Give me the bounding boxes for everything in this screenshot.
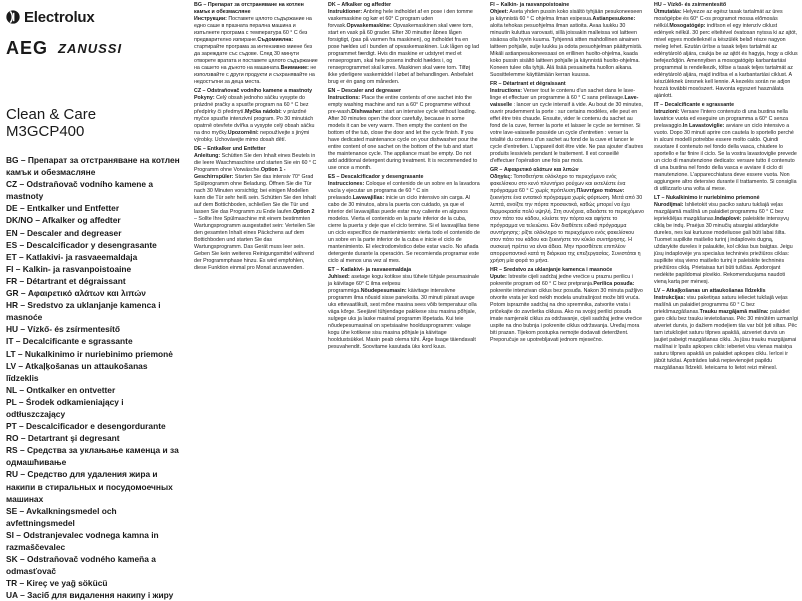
instruction-heading: Nurodijmai: — [654, 202, 684, 208]
section-title: ET – Katlakivi- ja rasvaeemaldaja — [328, 267, 412, 273]
section-title: DE – Entkalker und Entfetter — [194, 146, 266, 152]
brand-name: Electrolux — [24, 8, 95, 26]
instruction-heading: Pokyny: — [194, 95, 215, 101]
section-title: ES – Descalcificador y desengrasante — [328, 174, 424, 180]
instruction-text: Τοποθετήστε ολόκληρο το περιεχόμενο ενός φακελίσκου στο κενό πλυντήριο ρούχων και εκτελέστε ένα πρόγραμμα 60 ° C χωρίς πρόπλυση. — [490, 174, 626, 194]
instruction-heading: Dishwasher: — [351, 109, 383, 115]
instruction-text: Coloque el contenido de un sobre en la lavadora vacía y ejecutar un programa de 60 ° C sin prelavado. — [328, 181, 480, 201]
language-section — [654, 195, 798, 286]
language-section — [328, 88, 480, 172]
language-entry: LT – Nukalkinimo ir nuriebinimo priemonė — [6, 348, 173, 359]
text-column-2 — [324, 0, 484, 544]
instruction-heading: Upozornění: — [227, 130, 259, 136]
instruction-heading: Instructions: — [490, 88, 523, 94]
instruction-heading: Útmutatás: — [654, 9, 682, 15]
instruction-text: Place the entire contents of one sachet into the empty washing machine and run a 60° C programme without pre-wash. — [328, 95, 472, 115]
instruction-text: inicie un ciclo intensivo sin carga. Al cabo de 30 minutos, abra la puerta con cuidado, ya que el interior del lavavajillas puede estar muy caliente en algunos modelos. Vierta el contenido en la parte inferior de la cuba, cierre la puerta y deje que el ciclo termine. Si el lavavajillas tiene un ciclo específico de mantenimiento: vierta todo el contenido de un sobre en la parte inferior de la cuba e inicie el ciclo de mantenimiento. El electrodoméstico debe estar vacío. No añada detergente durante la operación. Se recomienda programar este ciclo al menos una vez al mes. — [328, 195, 480, 264]
instruction-text: стартирайте програма за интензивно миене без да зареждате със съдове. След 30 минути отворете вратата и поставете цялото съдържание на сашето на дъното на машината. — [194, 44, 318, 71]
language-section — [654, 288, 798, 372]
instruction-text: v prázdné myčce spusťte intenzivní program. Po 30 minutách opatrně otevřete dvířka a vysypte celý obsah sáčku na dno myčky. — [194, 109, 315, 136]
instruction-text: start an intensive cycle without loading. After 30 minutes open the door carefully, because in some models it can be very warm. Then empty the content on the bottom of the tub, close the door and let the cycle finish. If you have dedicated maintenance cycle on your dishwasher pour the entire content of one sachet on the bottom of the tub and start the maintenance cycle. The appliance must be empty. Do not add additional detergent during treatment. It is recommended to use once a month. — [328, 109, 478, 171]
aeg-logo: AEG — [6, 37, 49, 58]
instruction-heading: Внимание: — [280, 65, 309, 71]
language-entry: NL – Ontkalker en ontvetter — [6, 384, 116, 395]
language-section — [490, 267, 644, 344]
instruction-text: aloita tehokas pesuohjelma ilman astioita. Avaa luukku 30 minuutin kuluttua varovasti, sillä joissakin malleissa voi laitteen sisäosa olla hyvin kuuma. Tyhjennä sitten mahdollinen ainainen laitteen pohjalle, sulje luukku ja odota pesuohjelman päättymistä. Mikäli astianpesukoneessasi on erillinen huolto-ohjelma, kaada koko pussin sisältö laitteen pohjalle ja käynnistä huolto-ohjelma. Koneen tulee olla tyhjä. Älä lisää pesuainetta huollon aikana. Suosittelemme käyttämään kerran kuussa. — [490, 23, 643, 78]
language-entry: GR – Αφαιρετικό αλάτων και λιπών — [6, 288, 146, 299]
instruction-text: Verser tout le contenu d'un sachet dans le lave-linge et effectuer un programme à 60 ° C sans prélavage. — [490, 88, 635, 101]
language-entry: TR – Kireç ve yağ sökücü — [6, 578, 108, 589]
section-title: LT – Nukalkinimo ir nuriebinimo priemonė — [654, 195, 760, 201]
instruction-heading: Instrukcijas: — [654, 295, 686, 301]
instruction-heading: Myčka nádobí: — [244, 109, 282, 115]
instruction-text: Ishlietokit visu paciko saturu tukšajā veļas mazgājamā mašīnā un palaidiet programmu 60 ° C bez iepriekšējas mazgāšanas. — [654, 202, 784, 222]
language-entry: PT – Descalcificador e desengordurante — [6, 421, 166, 432]
instruction-heading: Istruzioni: — [654, 109, 680, 115]
language-section — [194, 146, 318, 272]
section-title: IT – Decalcificante e sgrassante — [654, 102, 735, 108]
product-model: M3GCP400 — [6, 123, 85, 140]
section-title: EN – Descaler and degreaser — [328, 88, 402, 94]
section-title: HU – Vízkő- és zsírmentesítő — [654, 2, 727, 8]
language-entry: RU – Средство для удаления жира и накипи в стиральных и посудомоечных машинах — [6, 469, 173, 504]
instruction-heading: Πλυντήριο πιάτων: — [576, 188, 625, 194]
language-section — [654, 102, 798, 193]
language-entry: EN – Descaler and degreaser — [6, 227, 122, 238]
instruction-heading: Lave-vaisselle — [490, 95, 639, 108]
instruction-heading: Lavavajillas: — [352, 195, 385, 201]
product-line: Clean & Care — [6, 106, 97, 123]
language-section — [194, 2, 318, 86]
instruction-heading: Indaplovė: — [714, 216, 742, 222]
language-entry: IT – Decalcificante e sgrassante — [6, 336, 133, 347]
instruction-text: avviare un ciclo intensivo a vuoto. Dopo 30 minuti aprire con cautela lo sportello perché in alcuni modelli potrebbe essere molto caldo. Quindi svuotare il contenuto nel fondo della vasca, chiudere lo sportello e far finire il ciclo. Se la vostra lavastoviglie prevede un ciclo di manutenzione dedicato: versare tutto il contenuto di una bustina nel fondo della vasca e avviare il ciclo di manutenzione. L'apparecchiatura deve essere vuota. Non aggiungere altro detersivo durante il trattamento. Si consiglia di utilizzarlo una volta al mese. — [654, 123, 797, 192]
language-entry: BG – Препарат за отстраняване на котлен камък и обезмасляне — [6, 155, 180, 178]
instruction-text: käivitage intensiivne programm ilma nõusid sisse paneksita. 30 minuti pärast avage uks ettevaatlikult, sest mõne masina sees võib temperatuur olla väga kõrge. Seejärel tühjendage pakikese sisu masina põhjale, sulgege uks ja laske masinal programm lõpetada. Kui teie nõudepesumasinal on spetsiaalne hooldusprogramm: valage kogu ühe kotikese sisu masina põhjale ja käivitage hooldustsükkel. Masin peab olema tühi. Ärge lisage täiendavalt pesuvahendit. Soovitame kasutada üks kord kuus. — [328, 288, 477, 350]
language-entry: HU – Vízkő- és zsírmentesítő — [6, 324, 121, 335]
language-entry: UA – Засіб для видалення накипу і жиру — [6, 590, 174, 601]
instruction-text: Celý obsah jednoho sáčku vysypte do prázdné pračky a spusťte program na 60 ° C bez předpírky či předmytí. — [194, 95, 309, 115]
instruction-heading: Option 1 - Geschirrspüler: — [194, 167, 286, 180]
electrolux-logo — [6, 6, 182, 28]
language-section — [490, 167, 644, 265]
language-section — [328, 174, 480, 265]
language-section — [328, 2, 480, 86]
language-entry: CZ – Odstraňovač vodního kamene a mastnoty — [6, 179, 154, 202]
section-title: FR – Détartrant et dégraissant — [490, 81, 566, 87]
instruction-text: не използвайте с други продукти и съхранявайте на недостъпни за деца места. — [194, 65, 317, 85]
section-title: BG – Препарат за отстраняване на котлен камък и обезмасляне — [194, 2, 304, 15]
section-title: CZ – Odstraňovač vodního kamene a mastnoty — [194, 88, 313, 94]
instruction-heading: Anleitung: — [194, 153, 221, 159]
instruction-text: palaidiet garo ciklu bez trauku ievietošanas. Pēc 30 minūtēm uzmanīgi atveriet durvis, jo dažiem modeļiem tās var būt ļoti siltas. Pēc tam iztukšojiet saturu tilpnes apakšā, aizveriet durvis un ļaujiet pabeigt mazgāšanas ciklu. Ja jūsu trauku mazgājamai mašīnai ir īpašs apkopes cikls: ieberiet visu vienas maisiņa saturu tilpnes apakšā un palaidiet apkopes ciklu. Ierīcei ir jābūt tukšai. Apstrādes laikā nepievienojiet papildu mazgāšanas līdzekli. Ieteicams to lietot reizi mēnesī. — [654, 309, 798, 371]
instruction-heading: Mosogatógép: — [669, 23, 706, 29]
secondary-brands — [6, 36, 182, 60]
language-entry: SI – Odstranjevalec vodnega kamna in razmaščevalec — [6, 529, 159, 552]
text-column-3 — [486, 0, 648, 544]
instruction-heading: Astianpesukone: — [592, 16, 636, 22]
language-section — [490, 81, 644, 165]
text-column-4 — [650, 0, 802, 544]
instruction-heading: Ohjeet: — [490, 9, 509, 15]
product-title — [6, 106, 182, 140]
instruction-text: Поставете цялото съдържание на едно саше в празната перална машина и изпълнете програма с температура 60 ° C без предварително изпиране. — [194, 16, 312, 43]
instruction-heading: Instruktioner: — [328, 9, 363, 15]
cover-panel — [0, 0, 188, 601]
section-title: DK – Afkalker og affedter — [328, 2, 392, 8]
section-title: GR – Αφαιρετικό αλάτων και λιπών — [490, 167, 579, 173]
instruction-heading: Οδηγίες: — [490, 174, 513, 180]
instruction-text: indítson el egy intenzív ciklust edények nélkül. 30 perc elteltével óvatosan nyissa ki az ajtót, mivel egyes modelleknél a készülék belső része nagyon meleg lehet. Ezután ürítse a tasak teljes tartalmát az edénytároló aljára, csukja be az ajtót és hagyja, hogy a ciklus befejeződjön. Amennyiben a mosogatógép karbantartási programmal is rendelkezik, töltse a tasak teljes tartalmát az edénytároló aljára, majd indítsa el a karbantartási ciklust. A készüléknek üresnek kell lennie. A kezelés során ne adjon hozzá további mosószert. Havonta egyszeri használata ajánlott. — [654, 23, 798, 99]
instruction-heading: In Lavastoviglie: — [682, 123, 725, 129]
language-entry: ES – Descalcificador y desengrasante — [6, 239, 157, 250]
instruction-heading: Upute: — [490, 274, 507, 280]
language-section — [194, 88, 318, 144]
instruction-text: paleiskite intensyvų ciklą be indų. Praėjus 30 minučių atsargiai atidarykite dureles, nes kai kuriuose modeliuose gali būti labai šilta. Tuomet supilkite maišelio turinį į indaplovės dugną, uždarykite dureles ir palaukite, kol ciklas bus baigtas. Jeigu jūsų indaplovėje yra specialus techninės priežiūros ciklas: supilkite visą vieno maišelio turinį ir paleiskite techninės priežiūros ciklą. Prietaisas turi būti tuščias. Apdorojant nedėkite papildomai plovikio. Rekomenduojama naudoti vieną kartą per mėnesį. — [654, 216, 793, 285]
section-title: HR – Sredstvo za uklanjanje kamenca i masnoće — [490, 267, 613, 273]
instruction-text: nepoužívejte s jinými výrobky. Uchovávejte mimo dosah dětí. — [194, 130, 310, 143]
instruction-heading: Trauku mazgājamā mašīna: — [699, 309, 769, 315]
instruction-text: Starten Sie das intensiv 70° Grad Spülprogramm ohne Beladung. Öffnen Sie die Tür nach 30 Minuten vorsichtig; bei einigen Modellen kann die Tür sehr heiß sein. Schütten Sie den Inhalt auf dem Bottichboden, schließen Sie die Tür und lassen Sie das Programm zu Ende laufen. — [194, 174, 316, 215]
instruction-heading: Juhised: — [328, 274, 350, 280]
language-entry: HR – Sredstvo za uklanjanje kamenca i masnoće — [6, 300, 161, 323]
language-section — [328, 267, 480, 351]
language-entry: SK – Odstraňovač vodného kameňa a odmasťovač — [6, 554, 156, 577]
language-entry: SE – Avkalkningsmedel och avfettningsmedel — [6, 505, 117, 528]
instruction-text: Aseta yhden pussin koko sisältö tyhjään pesukoneeseen ja käynnistä 60 ° C ohjelma ilman esipesua. — [490, 9, 643, 22]
instruction-heading: Option 2 — [292, 209, 315, 215]
language-section — [490, 2, 644, 79]
instruction-heading: Instructions: — [328, 95, 361, 101]
instruction-heading: Съдомиялна: — [257, 37, 294, 43]
language-list — [6, 154, 182, 601]
language-entry: PL – Środek odkamieniający i odtłuszczający — [6, 396, 124, 419]
language-entry: DE – Entkalker und Entfetter — [6, 203, 120, 214]
instruction-heading: Perilica posuđa: — [593, 281, 635, 287]
instruction-text: Schütten Sie den Inhalt eines Beutels in die leere Waschmaschine und starten Sie ein 60 ° C Programm ohne Vorwäsche. — [194, 153, 317, 173]
instruction-heading: Opvaskemaskine: — [346, 23, 392, 29]
language-section — [654, 2, 798, 100]
instruction-text: Versare l'intero contenuto di una bustina nella lavatrice vuota ed eseguire un programma a 60° C senza prelavaggio. — [654, 109, 789, 129]
instruction-text: Istresite cijeli sadržaj jedne vrećice u praznu perilicu i pokrenite program od 60 ° C bez pretpranja. — [490, 274, 633, 287]
language-entry: RO – Detartrant şi degresant — [6, 433, 120, 444]
instruction-text: visu paketiņas saturu ielieciet tukšajā veļas mašīnā un palaidiet programmu 60 ° C bez priekšmazgāšanas. — [654, 295, 788, 315]
language-entry: RS – Средства за уклањање каменца и за одмашћивање — [6, 445, 179, 468]
electrolux-logo-icon — [6, 10, 20, 24]
language-entry: FR – Détartrant et dégraissant — [6, 275, 126, 286]
instruction-text: asetage kogu kotikse sisu tühele tühjale pesumasinale ja käivitage 60° C ilma eelpesu programmiga. — [328, 274, 480, 294]
zanussi-logo: ZANUSSI — [58, 40, 123, 56]
instruction-heading: Nõudepesumasin: — [360, 288, 407, 294]
section-title: FI – Kalkin- ja rasvanpoistoaine — [490, 2, 570, 8]
section-title: LV – Atkaļķošanas un attaukošanas līdzeklis — [654, 288, 766, 294]
instruction-text: : lancer un cycle intensif à vide. Au bout de 30 minutes, ouvrir prudemment la porte : sur certains modèles, elle peut en effet être très chaude. Ensuite, vider le contenu du sachet au fond de la cuve, fermer la porte et laisser le cycle se terminer. Si votre lave-vaisselle possède un cycle d'entretien : verser la totalité du contenu d'un sachet au fond de la cuve et lancer le cycle d'entretien. L'appareil doit être vide. Ne pas ajouter d'autres produits lessiviels pendant le traitement. Il est conseillé d'effectuer l'opération une fois par mois. — [490, 102, 644, 164]
instruction-text: ξεκινήστε ένα εντατικό πρόγραμμα χωρίς φόρτωση. Μετά από 30 λεπτά, ανοίξτε την πόρτα προσεκτικά, καθώς μπορεί να έχει θερμοκρασία πολύ υψηλή. Στη συνέχεια, αδειάστε το περιεχόμενο στον πάτο του κάδου, κλείστε την πόρτα και αφήστε το πρόγραμμα να τελειώσει. Εάν διαθέτετε ειδικό πρόγραμμα συντήρησης: ρίξτε ολόκληρο το περιεχόμενο ενός φακελίσκου στον πάτο του κάδου και ξεκινήστε τον κύκλο συντήρησης. Η συσκευή πρέπει να είναι άδεια. Μην προσθέτετε επιπλέον απορρυπαντικό κατά τη διάρκεια της επεξεργασίας. Συνιστάται η χρήση μία φορά το μήνα. — [490, 195, 644, 264]
text-column-1 — [190, 0, 322, 544]
instruction-text: Opvaskemaskinen skal være tom, start en vask på 60 grader. Efter 30 minutter åbnes lågen forsigtigt, (pas på varmen fra maskinen), og indholdet fra en pose hældes ud i bunden af opvaskemaskinen. Luk lågen og lad programmet færdigt. Hvis din maskine er udstyret med et renseprogram, skal hele posens indhold hældes i, og renseprogrammet skal køres. Maskinen skal være tom. Tilføj ikke yderligere vaskemiddel i løbet af behandlingen. Anbefalet brug er én gang om måneden. — [328, 23, 480, 85]
instruction-heading: Инструкции: — [194, 16, 227, 22]
language-entry: LV – Atkaļķošanas un attaukošanas līdzeklis — [6, 360, 148, 383]
instruction-text: Anbring hele indholdet af en pose i den tomme vaskemaskine og kør et 60° C program uden forvask. — [328, 9, 473, 29]
instruction-text: pokrenite intenzivan ciklus bez posuđa. Nakon 30 minuta pažljivo otvorite vrata jer kod nekih modela unutrašnjost može biti vruća. Potom ispraznite sadržaj na dno spremnika, zatvorite vrata i pričekajte do završetka ciklusa. Ako na svojoj perilici posuđa imate namjenski ciklus za održavanje, cijeli sadržaj jedne vrećice uspite na dno bubnja i pokrenite ciklus održavanja. Uređaj mora biti prazan. Tijekom postupka nemojte dodavati deterdžent. Preporučuje se upotrebljavati jednom mjesečno. — [490, 288, 643, 343]
instruction-text: Helyezze az egész tasak tartalmát az üres mosógépbe és 60° C-os programot mossa előmosás nélkül. — [654, 9, 783, 29]
language-entry: FI – Kalkin- ja rasvanpoistoaine — [6, 263, 132, 274]
instruction-text: – Sollte Ihre Spülmaschine mit einem bestimmten Wartungsprogramm ausgestattet sein: Verteilen Sie den gesamten Inhalt eines Päckchens auf dem Bottichboden und starten Sie das Wartungsprogramm. Das Gerät muss leer sein. Geben Sie kein weiteres Reinigungsmittel während der Programmphase hinzu. Es wird empfohlen, diese Funktion einmal pro Monat anzuwenden. — [194, 216, 315, 271]
language-entry: ET – Katlakivi- ja rasvaeemaldaja — [6, 251, 138, 262]
instruction-heading: Instrucciones: — [328, 181, 365, 187]
language-entry: DK/NO – Afkalker og affedter — [6, 215, 121, 226]
